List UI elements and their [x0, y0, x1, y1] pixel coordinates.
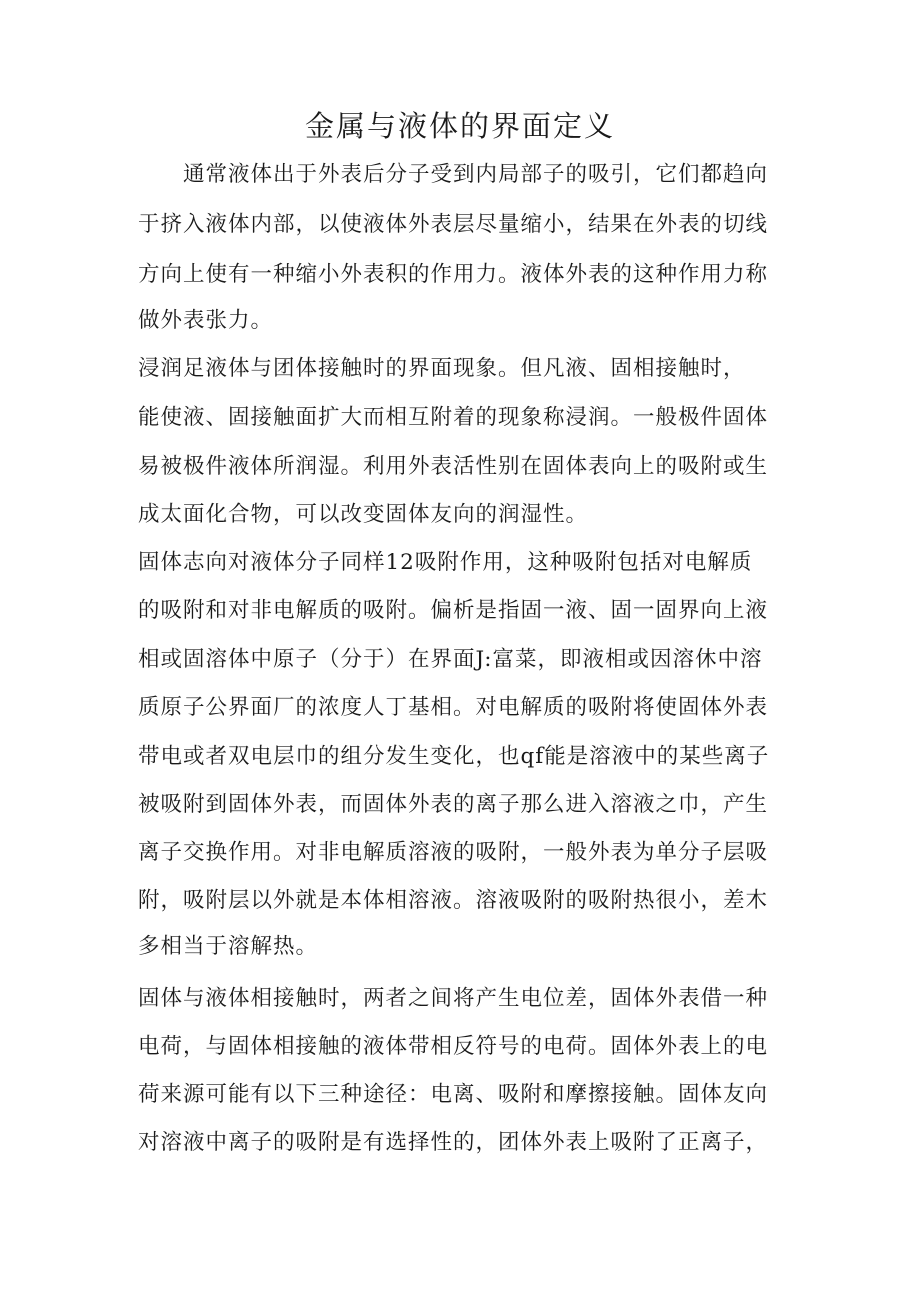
document-title: 金属与液体的界面定义 [304, 109, 615, 143]
paragraph-2-line-3: 易被极件液体所润湿。利用外表活性别在固体表向上的吸附或生 [138, 454, 769, 479]
paragraph-4-line-4: 对溶液中离子的吸附是有选择性的，团体外表上吸附了正离子， [138, 1130, 769, 1155]
paragraph-1-line-3: 方向上使有一种缩小外表积的作用力。液体外表的这种作用力称 [138, 262, 769, 287]
paragraph-2-line-1: 浸润足液体与团体接触时的界面现象。但凡液、固相接触时， [138, 356, 746, 381]
paragraph-2-line-4: 成太面化合物，可以改变固体友向的润湿性。 [138, 502, 589, 527]
paragraph-4-line-2: 电荷，与固体相接触的液体带相反符号的电荷。固体外表上的电 [138, 1034, 769, 1059]
paragraph-3-line-2: 的吸附和对非电解质的吸附。偏析是指固一液、固一固界向上液 [138, 598, 769, 623]
paragraph-1-line-4: 做外表张力。 [138, 308, 274, 333]
paragraph-3-line-7: 离子交换作用。对非电解质溶液的吸附，一般外表为单分子层吸 [138, 840, 769, 865]
paragraph-3-line-9: 多相当于溶解热。 [138, 934, 319, 959]
paragraph-4-line-3: 荷来源可能有以下三种途径：电离、吸附和摩擦接触。固体友向 [138, 1082, 769, 1107]
paragraph-1-line-1: 通常液体出于外表后分子受到内局部子的吸引，它们都趋向 [138, 162, 769, 187]
paragraph-3-line-6: 被吸附到固体外表，而固体外表的离子那么进入溶液之巾，产生 [138, 792, 769, 817]
paragraph-3-line-1: 固体志向对液体分子同样12吸附作用，这种吸附包括对电解质 [138, 550, 753, 575]
paragraph-4-line-1: 固体与液体相接触时，两者之间将产生电位差，固体外表借一种 [138, 986, 769, 1011]
paragraph-2-line-2: 能使液、固接触面扩大而相互附着的现象称浸润。一般极件固体 [138, 405, 769, 430]
paragraph-3-line-8: 附，吸附层以外就是本体相溶液。溶液吸附的吸附热很小，差木 [138, 888, 769, 913]
paragraph-3-line-4: 质原子公界面厂的浓度人丁基相。对电解质的吸附将使固体外表 [138, 695, 769, 720]
paragraph-3-line-3: 相或固溶体中原子（分于）在界面J:富菜，即液相或因溶休中溶 [138, 647, 763, 672]
paragraph-3-line-5: 带电或者双电层巾的组分发生变化，也qf能是溶液中的某些离子 [138, 744, 770, 769]
paragraph-1-line-2: 于挤入液体内部，以使液体外表层尽量缩小，结果在外表的切线 [138, 212, 769, 237]
